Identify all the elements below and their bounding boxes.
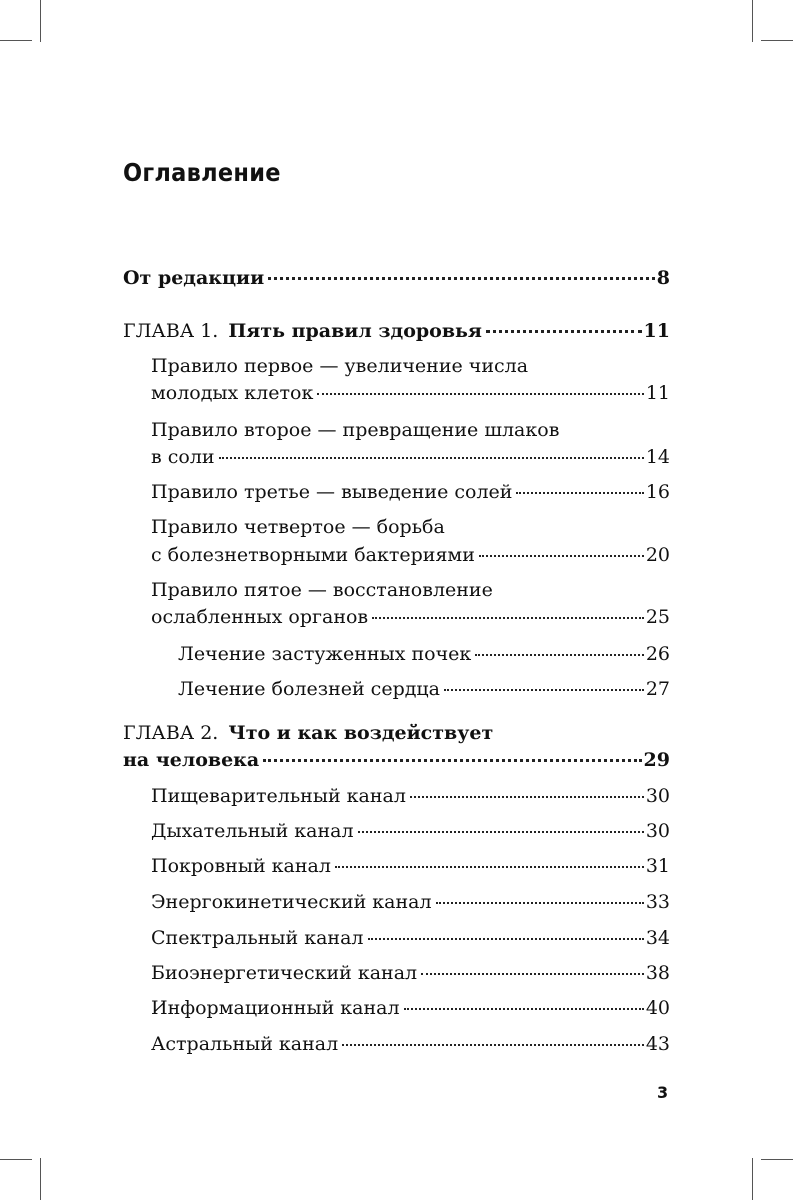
dot-leader	[410, 794, 644, 798]
toc-channel-7[interactable]	[151, 996, 670, 1020]
toc-entry-label: в соли	[151, 446, 215, 468]
toc-page-number: 40	[645, 997, 670, 1019]
dot-leader	[479, 553, 644, 557]
toc-entry-label: Правило пятое — восстановление	[151, 579, 493, 601]
dot-leader	[268, 275, 655, 280]
chapter-prefix: ГЛАВА 2.	[123, 722, 219, 744]
toc-rule-5-line1[interactable]	[151, 578, 670, 602]
toc-page-number: 14	[645, 446, 670, 468]
toc-chapter-2-line2[interactable]	[123, 748, 670, 772]
chapter-title: Пять правил здоровья	[228, 320, 482, 342]
toc-entry-editorial[interactable]	[123, 266, 670, 290]
toc-entry-label: Правило четвертое — борьба	[151, 516, 445, 538]
toc-chapter-2-line1[interactable]	[123, 721, 670, 745]
dot-leader	[342, 1042, 644, 1046]
toc-entry-label: с болезнетворными бактериями	[151, 544, 475, 566]
toc-page-number: 20	[645, 544, 670, 566]
dot-leader	[335, 864, 644, 868]
dot-leader	[475, 652, 644, 656]
toc-page-number: 38	[645, 962, 670, 984]
toc-channel-6[interactable]	[151, 961, 670, 985]
dot-leader	[368, 936, 644, 940]
toc-page-number: 26	[645, 643, 670, 665]
toc-rule-2-line2[interactable]	[151, 445, 670, 469]
toc-rule-1-line2[interactable]	[151, 381, 670, 405]
toc-entry-label: От редакции	[123, 267, 265, 289]
toc-rule-3[interactable]	[151, 480, 670, 504]
toc-page-number: 11	[643, 320, 670, 342]
toc-rule-1-line1[interactable]	[151, 354, 670, 378]
toc-entry-label: ослабленных органов	[151, 606, 369, 628]
toc-page-number: 8	[656, 267, 670, 289]
toc-page-number: 31	[645, 855, 670, 877]
toc-entry-label: Пищеварительный канал	[151, 785, 406, 807]
toc-page-number: 29	[643, 749, 670, 771]
chapter-title: Что и как воздействует	[228, 722, 494, 744]
toc-entry-label: Биоэнергетический канал	[151, 962, 418, 984]
dot-leader	[436, 900, 644, 904]
dot-leader	[444, 687, 644, 691]
toc-entry-label: Астральный канал	[151, 1033, 339, 1055]
dot-leader	[421, 971, 644, 975]
toc-page-number: 16	[645, 481, 670, 503]
toc-entry-label: молодых клеток	[151, 382, 314, 404]
toc-entry-label: Лечение болезней сердца	[178, 678, 440, 700]
toc-channel-2[interactable]	[151, 819, 670, 843]
chapter-title: на человека	[123, 749, 260, 771]
toc-page-number: 25	[645, 606, 670, 628]
toc-page-number: 30	[645, 785, 670, 807]
toc-page-number: 30	[645, 820, 670, 842]
dot-leader	[263, 757, 641, 762]
toc-channel-8[interactable]	[151, 1032, 670, 1056]
toc-chapter-1[interactable]	[123, 319, 670, 343]
toc-channel-3[interactable]	[151, 854, 670, 878]
toc-page-number: 11	[645, 382, 670, 404]
toc-page-number: 33	[645, 891, 670, 913]
toc-rule-4-line2[interactable]	[151, 543, 670, 567]
dot-leader	[317, 391, 643, 395]
dot-leader	[358, 829, 644, 833]
toc-rule-2-line1[interactable]	[151, 418, 670, 442]
toc-channel-4[interactable]	[151, 890, 670, 914]
toc-entry-label: Покровный канал	[151, 855, 331, 877]
dot-leader	[404, 1006, 644, 1010]
toc-entry-label: Правило первое — увеличение числа	[151, 355, 529, 377]
toc-heart[interactable]	[178, 677, 670, 701]
chapter-prefix: ГЛАВА 1.	[123, 320, 219, 342]
toc-channel-1[interactable]	[151, 784, 670, 808]
toc-entry-label: Энергокинетический канал	[151, 891, 432, 913]
toc-entry-label: Дыхательный канал	[151, 820, 354, 842]
dot-leader	[219, 455, 644, 459]
toc-page-number: 43	[645, 1033, 670, 1055]
toc-entry-label: Спектральный канал	[151, 927, 364, 949]
toc-channel-5[interactable]	[151, 926, 670, 950]
page-number: 3	[657, 1083, 669, 1102]
toc-page-number: 27	[645, 678, 670, 700]
dot-leader	[516, 490, 643, 494]
toc-rule-4-line1[interactable]	[151, 515, 670, 539]
toc-page-number: 34	[645, 927, 670, 949]
toc-entry-label: Лечение застуженных почек	[178, 643, 472, 665]
toc-entry-label: Правило третье — выведение солей	[151, 481, 513, 503]
page-title: Оглавление	[123, 158, 281, 187]
toc-kidneys[interactable]	[178, 642, 670, 666]
dot-leader	[486, 328, 642, 333]
toc-entry-label: Правило второе — превращение шлаков	[151, 419, 560, 441]
toc-rule-5-line2[interactable]	[151, 605, 670, 629]
dot-leader	[372, 615, 644, 619]
toc-entry-label: Информационный канал	[151, 997, 400, 1019]
